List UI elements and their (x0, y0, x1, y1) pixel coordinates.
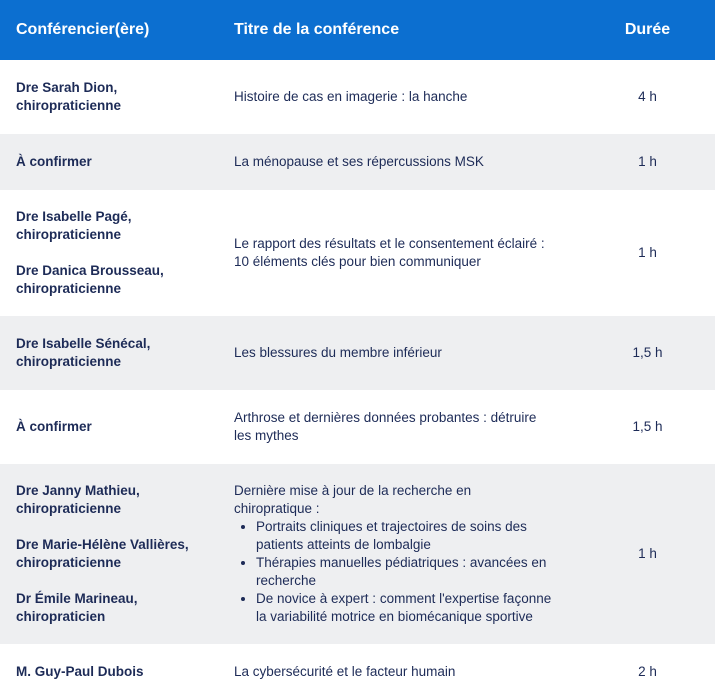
speaker-cell (0, 190, 216, 316)
title-cell (216, 390, 580, 464)
speaker-name: Dre Danica Brousseau, (16, 263, 164, 278)
speaker-name: À confirmer (16, 154, 92, 169)
conference-title: Histoire de cas en imagerie : la hanche (234, 89, 468, 104)
speaker-name: Dre Isabelle Sénécal, (16, 336, 151, 351)
speaker-name: chiropraticienne (16, 281, 122, 296)
speaker-cell (0, 134, 216, 190)
speaker-cell (0, 390, 216, 464)
speaker-name: chiropraticienne (16, 98, 122, 113)
table-row (0, 190, 715, 316)
duration-cell: 1,5 h (580, 316, 715, 390)
subtopic-item: • Portraits cliniques et trajectoires de soins des patients atteints de lombalgie (256, 518, 552, 554)
table-header-row (0, 0, 715, 60)
title-cell (216, 464, 580, 644)
conference-title: Le rapport des résultats et le consentement éclairé : 10 éléments clés pour bien communiquer (234, 236, 545, 269)
header-duration: Durée (580, 0, 715, 60)
table-body (0, 60, 715, 700)
table-row (0, 644, 715, 700)
table-row (0, 316, 715, 390)
conference-title: Dernière mise à jour de la recherche en chiropratique : (234, 483, 472, 516)
title-cell (216, 316, 580, 390)
duration-cell: 1 h (638, 245, 657, 260)
duration-cell: 1 h (580, 134, 715, 190)
speaker-name: chiropraticienne (16, 501, 122, 516)
subtopic-list (234, 518, 552, 626)
speaker-name: À confirmer (16, 419, 92, 434)
title-cell (216, 60, 580, 134)
speaker-name: chiropraticienne (16, 354, 122, 369)
conference-title: Les blessures du membre inférieur (234, 345, 442, 360)
duration-cell: 4 h (638, 89, 657, 104)
table-row (0, 60, 715, 134)
speaker-cell (0, 316, 216, 390)
speaker-cell (0, 60, 216, 134)
duration-cell: 2 h (638, 664, 657, 679)
speaker-name: Dre Janny Mathieu, (16, 483, 140, 498)
speaker-gap (16, 518, 216, 536)
speaker-name: M. Guy-Paul Dubois (16, 664, 144, 679)
conference-title: La cybersécurité et le facteur humain (234, 664, 456, 679)
duration-cell: 1,5 h (632, 419, 663, 434)
conference-title: La ménopause et ses répercussions MSK (234, 154, 484, 169)
title-cell (216, 190, 580, 316)
header-speaker: Conférencier(ère) (0, 0, 216, 60)
title-cell (216, 134, 580, 190)
subtopic-item: • Thérapies manuelles pédiatriques : avancées en recherche (256, 554, 552, 590)
subtopic-item: • De novice à expert : comment l'expertise façonne la variabilité motrice en biomécanique sportive (256, 590, 552, 626)
duration-cell: 1 h (580, 464, 715, 644)
speaker-name: chiropraticienne (16, 227, 122, 242)
speaker-name: chiropraticien (16, 609, 106, 624)
speaker-name: Dre Isabelle Pagé, (16, 209, 132, 224)
speaker-cell (0, 464, 216, 644)
table-row (0, 464, 715, 644)
speaker-gap (16, 244, 216, 262)
table-row (0, 390, 715, 464)
speaker-name: Dre Marie-Hélène Vallières, (16, 537, 189, 552)
speaker-name: chiropraticienne (16, 555, 122, 570)
speaker-name: Dr Émile Marineau, (16, 591, 138, 606)
table-row (0, 134, 715, 190)
speaker-name: Dre Sarah Dion, (16, 80, 118, 95)
header-title: Titre de la conférence (216, 0, 580, 60)
conference-title: Arthrose et dernières données probantes : détruire les mythes (234, 410, 537, 443)
title-cell (216, 644, 580, 700)
speaker-gap (16, 572, 216, 590)
speaker-cell (0, 644, 216, 700)
